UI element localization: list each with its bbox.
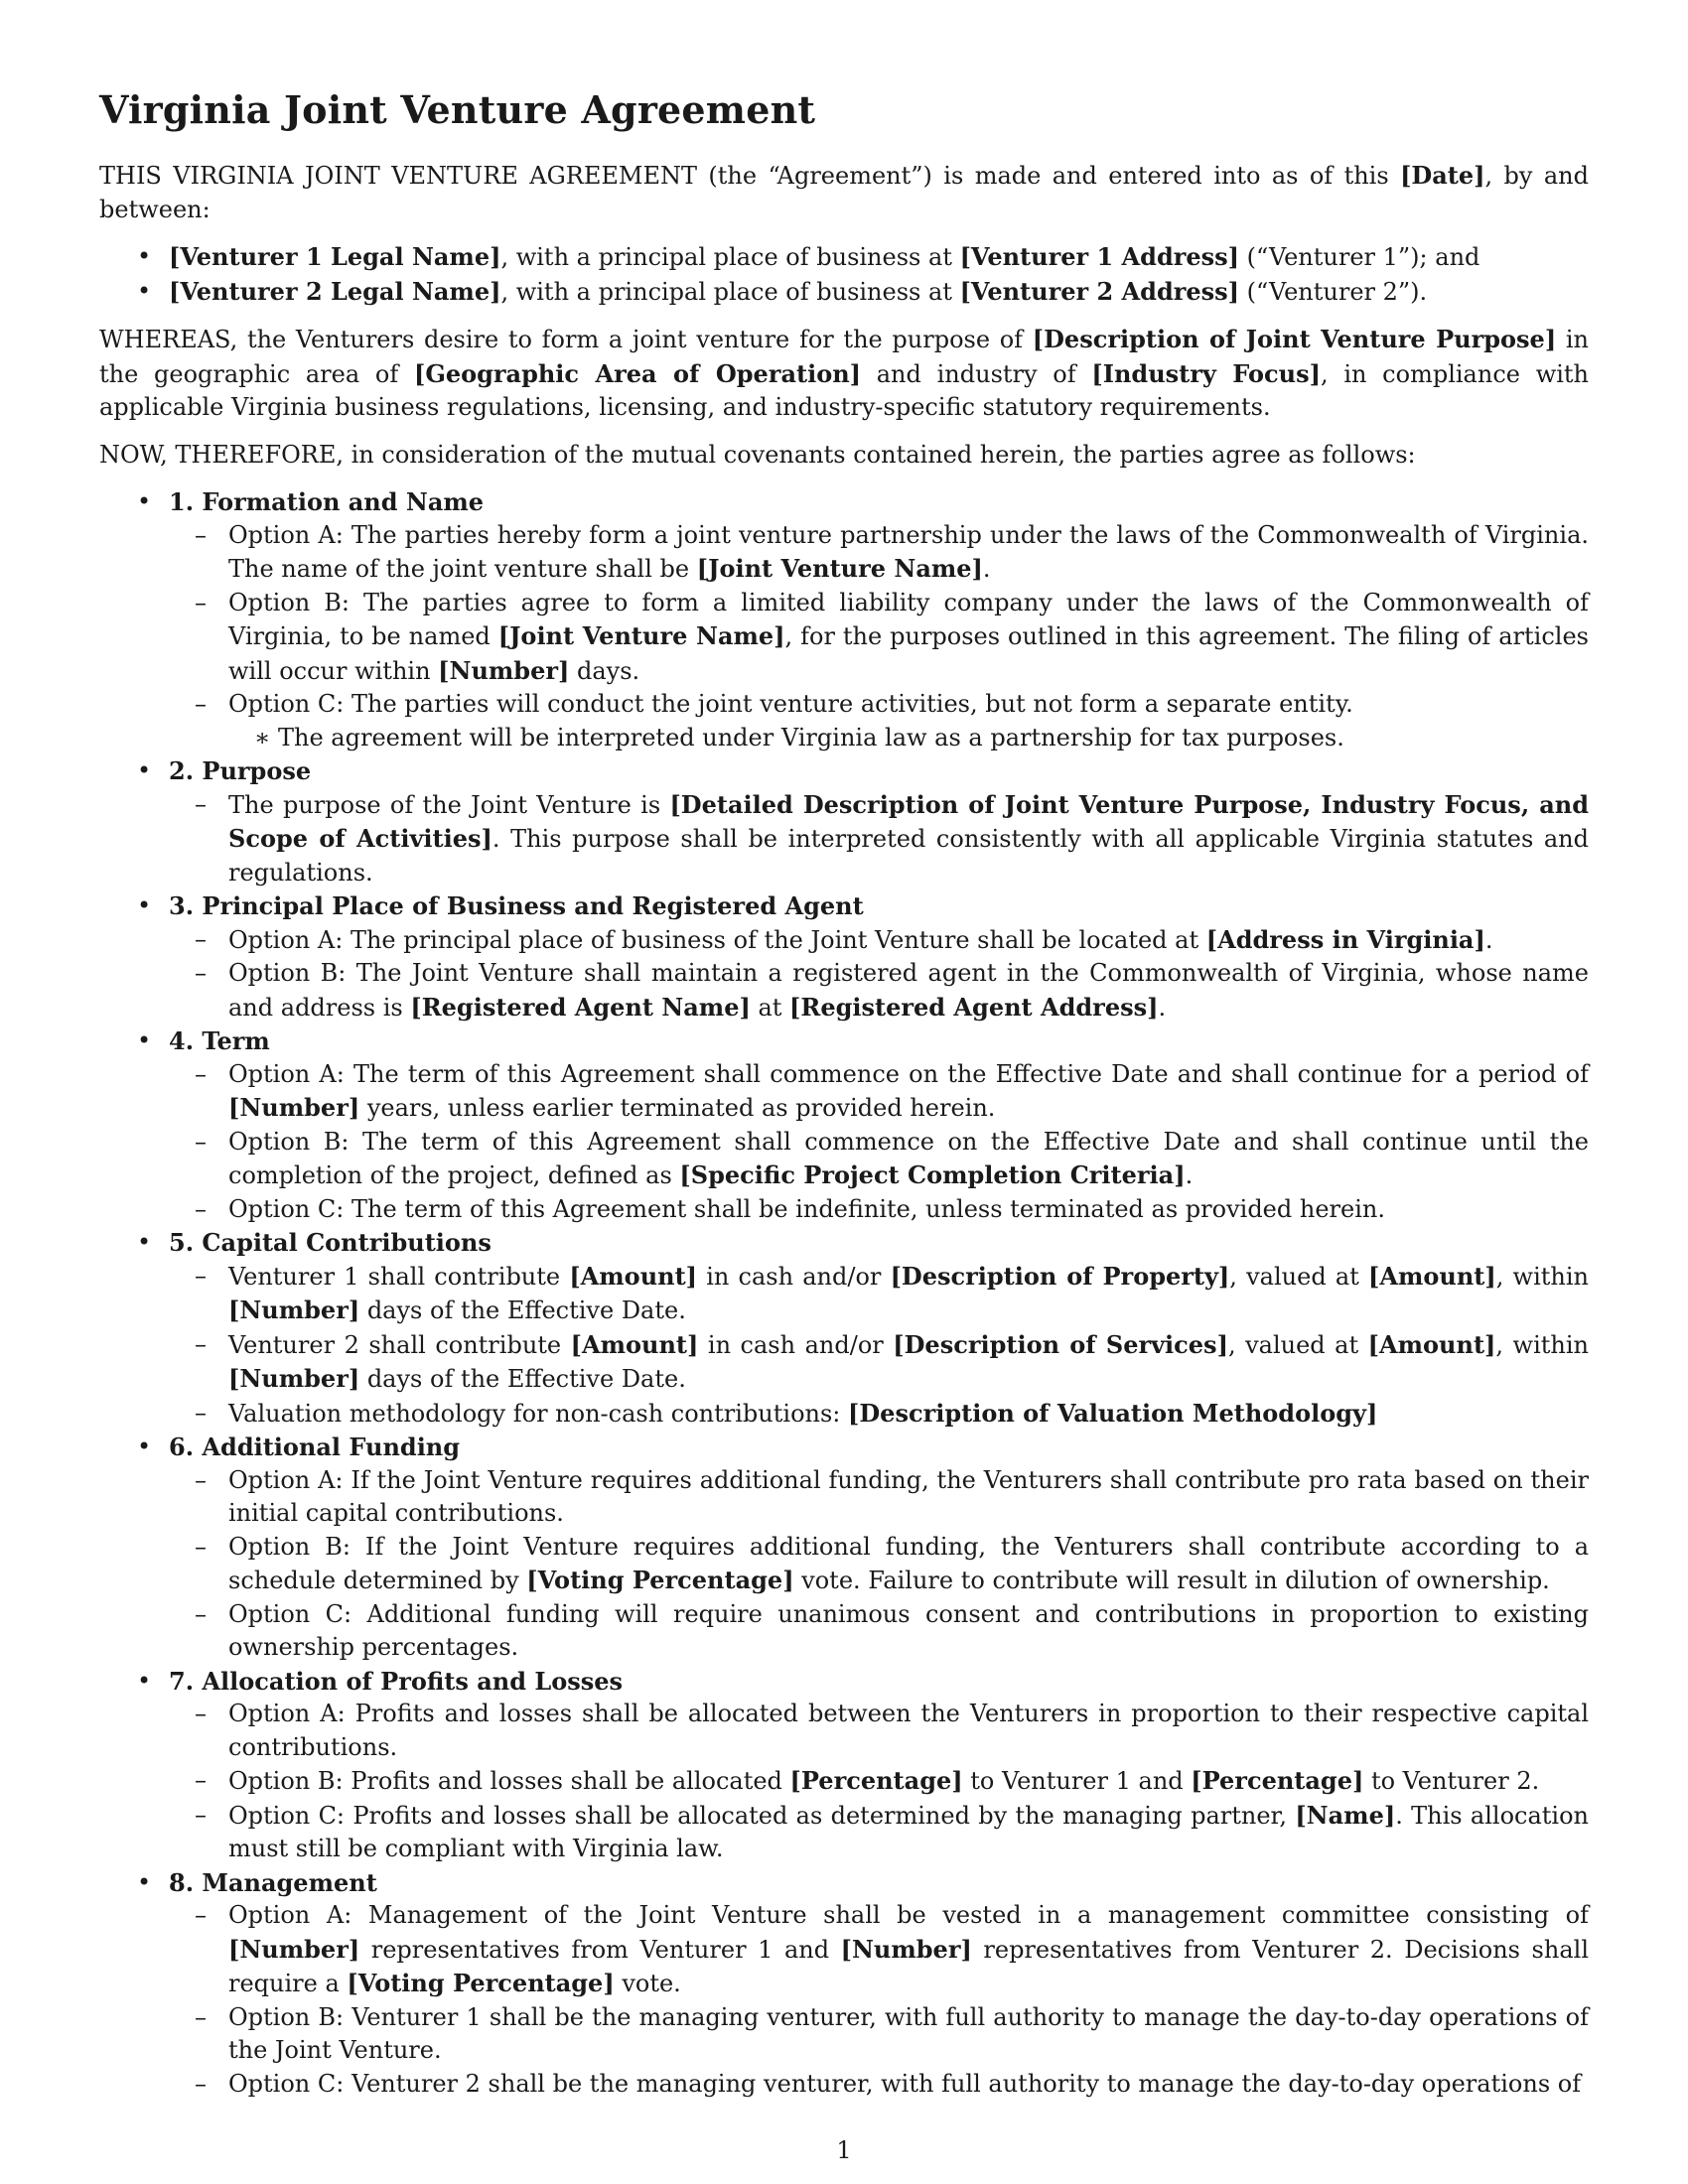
option-item: – Option C: The parties will conduct the joint venture activities, but not form a separate entity. ∗ The agreement will be interpreted under Virginia law as a partnership for tax purposes.: [169, 688, 1589, 754]
placeholder: [Description of Valuation Methodology]: [848, 1398, 1378, 1428]
sub-option-item: ∗ The agreement will be interpreted under Virginia law as a partnership for tax purposes.: [228, 722, 1589, 755]
option-item: – Option B: Venturer 1 shall be the managing venturer, with full authority to manage the day-to-day operations of the Joint Venture.: [169, 2001, 1589, 2068]
placeholder: [Description of Property]: [890, 1261, 1230, 1291]
option-item: – Venturer 2 shall contribute [Amount] in cash and/or [Description of Services], valued at [Amount], within [Number] days of the Effective Date.: [169, 1328, 1589, 1397]
party-venturer-2: • [Venturer 2 Legal Name], with a principal place of business at [Venturer 2 Address] (“Venturer 2”).: [99, 275, 1589, 310]
placeholder: [Number]: [228, 1364, 360, 1393]
placeholder: [Description of Services]: [893, 1329, 1228, 1359]
placeholder: [Joint Venture Name]: [497, 621, 785, 650]
section-7: [99, 1665, 1589, 1866]
parties-list: [99, 240, 1589, 309]
section-4: [99, 1024, 1589, 1226]
section-5: [99, 1226, 1589, 1431]
section-heading: • 6. Additional Funding: [169, 1433, 461, 1461]
whereas-paragraph: WHEREAS, the Venturers desire to form a joint venture for the purpose of [Description of Joint Venture Purpose] in the geographic area of [Geographic Area of Operation] and industry of [Industry Focus], in compliance with applicable Virginia business regulations, licensing, and industry-specific statutory requirements.: [99, 325, 1590, 421]
document-body: [99, 159, 1589, 2101]
placeholder: [Specific Project Completion Criteria]: [679, 1160, 1186, 1189]
placeholder: [Address in Virginia]: [1205, 924, 1485, 954]
section-8: [99, 1866, 1589, 2102]
section-heading: • 3. Principal Place of Business and Registered Agent: [169, 891, 864, 920]
placeholder-jv-purpose: [Description of Joint Venture Purpose]: [1032, 325, 1557, 353]
option-item: – Option B: If the Joint Venture requires additional funding, the Venturers shall contribute according to a schedule determined by [Voting Percentage] vote. Failure to contribute will result in dilution of ownership.: [169, 1531, 1589, 1598]
option-item: – Option C: Venturer 2 shall be the managing venturer, with full authority to manage the day-to-day operations of: [169, 2068, 1589, 2102]
intro-paragraph: THIS VIRGINIA JOINT VENTURE AGREEMENT (the “Agreement”) is made and entered into as of this [Date], by and between:: [99, 161, 1589, 223]
section-heading: • 5. Capital Contributions: [169, 1228, 492, 1257]
placeholder: [Number]: [228, 1093, 360, 1122]
option-item: – Option C: The term of this Agreement shall be indefinite, unless terminated as provided herein.: [169, 1193, 1589, 1227]
placeholder: [Number]: [438, 655, 570, 685]
placeholder: [Amount]: [1367, 1329, 1496, 1359]
option-item: – Option A: Management of the Joint Venture shall be vested in a management committee consisting of [Number] representatives from Venturer 1 and [Number] representatives from Venturer 2. Decisions shall require a [Voting Percentage] vote.: [169, 1899, 1589, 2001]
placeholder: [Number]: [228, 1296, 360, 1324]
section-3: [99, 889, 1589, 1024]
placeholder: [Number]: [228, 1934, 360, 1964]
option-item: – The purpose of the Joint Venture is [Detailed Description of Joint Venture Purpose, Industry Focus, and Scope of Activities]. This purpose shall be interpreted consistently with all applicable Virginia statutes and regulations.: [169, 788, 1589, 890]
option-item: – Option A: The principal place of business of the Joint Venture shall be located at [Address in Virginia].: [169, 923, 1589, 958]
option-item: – Option B: The parties agree to form a limited liability company under the laws of the Commonwealth of Virginia, to be named [Joint Venture Name], for the purposes outlined in this agreement. The filing of articles will occur within [Number] days.: [169, 587, 1589, 689]
placeholder: [Joint Venture Name]: [696, 554, 983, 583]
placeholder: [Percentage]: [789, 1766, 963, 1795]
placeholder: [Registered Agent Name]: [410, 992, 751, 1022]
page-number: 1: [836, 2136, 852, 2164]
placeholder-industry-focus: [Industry Focus]: [1091, 358, 1321, 388]
option-item: – Option B: Profits and losses shall be allocated [Percentage] to Venturer 1 and [Percentage] to Venturer 2.: [169, 1764, 1589, 1799]
section-2: [99, 754, 1589, 889]
placeholder: [Voting Percentage]: [526, 1566, 794, 1594]
placeholder-date: [Date]: [1400, 161, 1485, 190]
option-item: – Option A: Profits and losses shall be allocated between the Venturers in proportion to their respective capital contributions.: [169, 1698, 1589, 1764]
page-title: Virginia Joint Venture Agreement: [99, 87, 816, 132]
sections-list: [99, 485, 1589, 2101]
option-item: – Venturer 1 shall contribute [Amount] in cash and/or [Description of Property], valued at [Amount], within [Number] days of the Effective Date.: [169, 1260, 1589, 1328]
placeholder-venturer-2-address: [Venturer 2 Address]: [959, 276, 1240, 306]
section-heading: • 4. Term: [169, 1026, 270, 1055]
placeholder: [Name]: [1295, 1800, 1396, 1830]
option-item: – Option B: The Joint Venture shall maintain a registered agent in the Commonwealth of Virginia, whose name and address is [Registered Agent Name] at [Registered Agent Address].: [169, 957, 1589, 1024]
placeholder-venturer-1-name: [Venturer 1 Legal Name]: [169, 242, 501, 271]
section-heading: • 7. Allocation of Profits and Losses: [169, 1666, 624, 1696]
placeholder-geographic-area: [Geographic Area of Operation]: [413, 358, 862, 388]
placeholder: [Amount]: [1368, 1261, 1496, 1291]
placeholder: [Voting Percentage]: [347, 1969, 615, 1997]
option-item: – Option A: If the Joint Venture requires additional funding, the Venturers shall contribute pro rata based on their initial capital contributions.: [169, 1464, 1589, 1531]
option-item: – Option A: The term of this Agreement shall commence on the Effective Date and shall continue for a period of [Number] years, unless earlier terminated as provided herein.: [169, 1058, 1589, 1126]
option-item: – Option C: Additional funding will require unanimous consent and contributions in proportion to existing ownership percentages.: [169, 1598, 1589, 1665]
option-item: – Option C: Profits and losses shall be allocated as determined by the managing partner, [Name]. This allocation must still be compliant with Virginia law.: [169, 1799, 1589, 1866]
placeholder: [Amount]: [570, 1329, 699, 1359]
placeholder: [Number]: [840, 1934, 972, 1964]
placeholder: [Percentage]: [1191, 1766, 1364, 1795]
party-venturer-1: • [Venturer 1 Legal Name], with a principal place of business at [Venturer 1 Address] (“Venturer 1”); and: [99, 240, 1589, 275]
option-item: – Option B: The term of this Agreement shall commence on the Effective Date and shall continue until the completion of the project, defined as [Specific Project Completion Criteria].: [169, 1126, 1589, 1193]
section-heading: • 2. Purpose: [169, 756, 312, 785]
placeholder-venturer-1-address: [Venturer 1 Address]: [959, 242, 1240, 271]
placeholder: [Registered Agent Address]: [789, 992, 1159, 1022]
now-therefore-paragraph: NOW, THEREFORE, in consideration of the mutual covenants contained herein, the parties agree as follows:: [99, 440, 1416, 469]
section-6: [99, 1431, 1589, 1665]
section-heading: • 1. Formation and Name: [169, 487, 485, 516]
placeholder: [Detailed Description of Joint Venture Purpose, Industry Focus, and Scope of Activities]: [228, 789, 1589, 853]
placeholder: [Amount]: [569, 1261, 698, 1291]
option-item: – Valuation methodology for non-cash contributions: [Description of Valuation Methodology]: [169, 1397, 1589, 1432]
section-heading: • 8. Management: [169, 1867, 377, 1897]
section-1: [99, 485, 1589, 754]
option-item: – Option A: The parties hereby form a joint venture partnership under the laws of the Commonwealth of Virginia. The name of the joint venture shall be [Joint Venture Name].: [169, 519, 1589, 587]
placeholder-venturer-2-name: [Venturer 2 Legal Name]: [169, 276, 501, 306]
